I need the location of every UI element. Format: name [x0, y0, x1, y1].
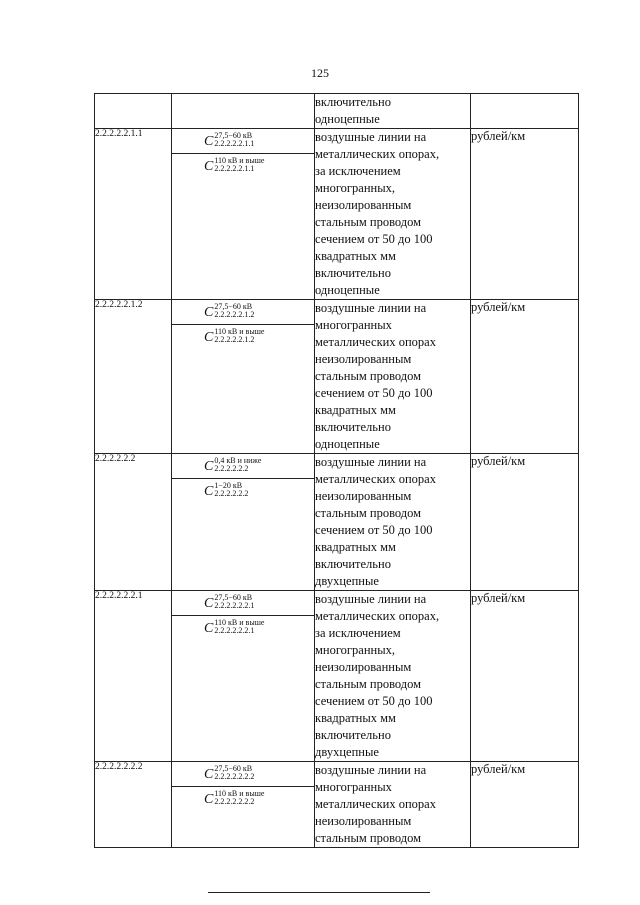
symbol-indices	[214, 132, 254, 148]
symbol-superscript: 27,5−60 кВ	[214, 593, 253, 602]
tariff-table	[94, 93, 579, 848]
cost-symbol	[172, 479, 314, 503]
symbol-letter: C	[204, 792, 214, 807]
description-line: двухцепные	[315, 745, 379, 759]
description-line: неизолированным	[315, 814, 412, 828]
description-line: квадратных мм	[315, 249, 396, 263]
formula	[204, 790, 264, 808]
formula	[204, 765, 254, 783]
table-row	[95, 454, 579, 591]
description-line: воздушные линии на	[315, 301, 427, 315]
formula	[204, 328, 264, 346]
description-line: металлических опорах	[315, 797, 436, 811]
description-line: квадратных мм	[315, 540, 396, 554]
cost-symbol	[172, 762, 314, 787]
formula	[204, 594, 254, 612]
description-line: воздушные линии на	[315, 592, 427, 606]
cost-symbol	[172, 154, 314, 178]
symbol-letter: C	[204, 484, 214, 499]
symbol-letter: C	[204, 330, 214, 345]
symbol-superscript: 27,5−60 кВ	[214, 764, 253, 773]
description-line: сечением от 50 до 100	[315, 232, 433, 246]
row-unit: рублей/км	[471, 591, 579, 762]
description-line: стальным проводом	[315, 506, 422, 520]
description-line: многогранных,	[315, 643, 395, 657]
symbol-superscript: 110 кВ и выше	[214, 789, 265, 798]
symbol-letter: C	[204, 621, 214, 636]
description-line: стальным проводом	[315, 831, 422, 845]
description-line: включительно	[315, 557, 391, 571]
symbol-indices	[214, 457, 261, 473]
description-line: воздушные линии на	[315, 130, 427, 144]
row-symbols	[172, 454, 315, 591]
description-line: квадратных мм	[315, 711, 396, 725]
row-description	[315, 129, 471, 300]
symbol-superscript: 110 кВ и выше	[214, 618, 265, 627]
symbol-letter: C	[204, 159, 214, 174]
symbol-subscript: 2.2.2.2.2.1.2	[214, 310, 255, 319]
cost-symbol	[172, 300, 314, 325]
row-unit: рублей/км	[471, 129, 579, 300]
row-code: 2.2.2.2.2.2.2	[95, 762, 172, 848]
description-line: за исключением	[315, 626, 401, 640]
cost-symbol	[172, 129, 314, 154]
description-line: стальным проводом	[315, 677, 422, 691]
row-description	[315, 762, 471, 848]
table-row	[95, 300, 579, 454]
description-line: многогранных	[315, 780, 392, 794]
description-line: металлических опорах	[315, 335, 436, 349]
description-line: сечением от 50 до 100	[315, 523, 433, 537]
row-unit	[471, 94, 579, 129]
symbol-superscript: 110 кВ и выше	[214, 156, 265, 165]
symbol-superscript: 110 кВ и выше	[214, 327, 265, 336]
table-row	[95, 94, 579, 129]
symbol-superscript: 27,5−60 кВ	[214, 302, 253, 311]
table-row	[95, 591, 579, 762]
description-line: неизолированным	[315, 352, 412, 366]
formula	[204, 457, 261, 475]
description-line: воздушные линии на	[315, 455, 427, 469]
description-line: металлических опорах	[315, 472, 436, 486]
table-row	[95, 129, 579, 300]
symbol-indices	[214, 482, 248, 498]
symbol-subscript: 2.2.2.2.2.1.2	[214, 335, 255, 344]
description-line: сечением от 50 до 100	[315, 386, 433, 400]
symbol-subscript: 2.2.2.2.2.2.2	[214, 797, 255, 806]
symbol-letter: C	[204, 767, 214, 782]
symbol-indices	[214, 157, 264, 173]
description-line: стальным проводом	[315, 215, 422, 229]
description-line: воздушные линии на	[315, 763, 427, 777]
row-description	[315, 300, 471, 454]
cost-symbol	[172, 787, 314, 811]
footer-rule	[208, 892, 430, 893]
row-description	[315, 454, 471, 591]
cost-symbol	[172, 591, 314, 616]
description-line: многогранных	[315, 318, 392, 332]
symbol-indices	[214, 790, 264, 806]
row-symbols	[172, 300, 315, 454]
description-line: включительно	[315, 95, 391, 109]
table-row	[95, 762, 579, 848]
description-line: стальным проводом	[315, 369, 422, 383]
symbol-indices	[214, 765, 254, 781]
symbol-indices	[214, 303, 254, 319]
row-code: 2.2.2.2.2.2	[95, 454, 172, 591]
symbol-subscript: 2.2.2.2.2.2	[214, 464, 249, 473]
row-unit: рублей/км	[471, 300, 579, 454]
row-description	[315, 94, 471, 129]
row-symbols	[172, 94, 315, 129]
row-unit: рублей/км	[471, 454, 579, 591]
row-code	[95, 94, 172, 129]
symbol-letter: C	[204, 134, 214, 149]
description-line: неизолированным	[315, 660, 412, 674]
symbol-indices	[214, 328, 264, 344]
symbol-letter: C	[204, 459, 214, 474]
description-line: металлических опорах,	[315, 609, 440, 623]
description-line: включительно	[315, 420, 391, 434]
formula	[204, 157, 264, 175]
description-line: неизолированным	[315, 489, 412, 503]
symbol-subscript: 2.2.2.2.2.2.1	[214, 601, 255, 610]
symbol-letter: C	[204, 305, 214, 320]
row-symbols	[172, 129, 315, 300]
row-unit: рублей/км	[471, 762, 579, 848]
description-line: включительно	[315, 266, 391, 280]
symbol-letter: C	[204, 596, 214, 611]
symbol-indices	[214, 594, 254, 610]
symbol-superscript: 1−20 кВ	[214, 481, 243, 490]
page-number: 125	[311, 66, 329, 80]
symbol-subscript: 2.2.2.2.2.1.1	[214, 164, 255, 173]
symbol-subscript: 2.2.2.2.2.2	[214, 489, 249, 498]
row-symbols	[172, 591, 315, 762]
symbol-subscript: 2.2.2.2.2.2.1	[214, 626, 255, 635]
row-description	[315, 591, 471, 762]
description-line: неизолированным	[315, 198, 412, 212]
description-line: одноцепные	[315, 112, 380, 126]
description-line: квадратных мм	[315, 403, 396, 417]
formula	[204, 482, 248, 500]
formula	[204, 619, 264, 637]
cost-symbol	[172, 454, 314, 479]
row-symbols	[172, 762, 315, 848]
description-line: включительно	[315, 728, 391, 742]
symbol-subscript: 2.2.2.2.2.2.2	[214, 772, 255, 781]
row-code: 2.2.2.2.2.1.2	[95, 300, 172, 454]
row-code: 2.2.2.2.2.1.1	[95, 129, 172, 300]
symbol-indices	[214, 619, 264, 635]
table-body	[95, 94, 579, 848]
description-line: одноцепные	[315, 437, 380, 451]
description-line: металлических опорах,	[315, 147, 440, 161]
symbol-superscript: 0,4 кВ и ниже	[214, 456, 262, 465]
description-line: одноцепные	[315, 283, 380, 297]
description-line: многогранных,	[315, 181, 395, 195]
cost-symbol	[172, 616, 314, 640]
description-line: двухцепные	[315, 574, 379, 588]
cost-symbol	[172, 325, 314, 349]
symbol-subscript: 2.2.2.2.2.1.1	[214, 139, 255, 148]
symbol-superscript: 27,5−60 кВ	[214, 131, 253, 140]
formula	[204, 303, 254, 321]
row-code: 2.2.2.2.2.2.1	[95, 591, 172, 762]
description-line: за исключением	[315, 164, 401, 178]
formula	[204, 132, 254, 150]
description-line: сечением от 50 до 100	[315, 694, 433, 708]
